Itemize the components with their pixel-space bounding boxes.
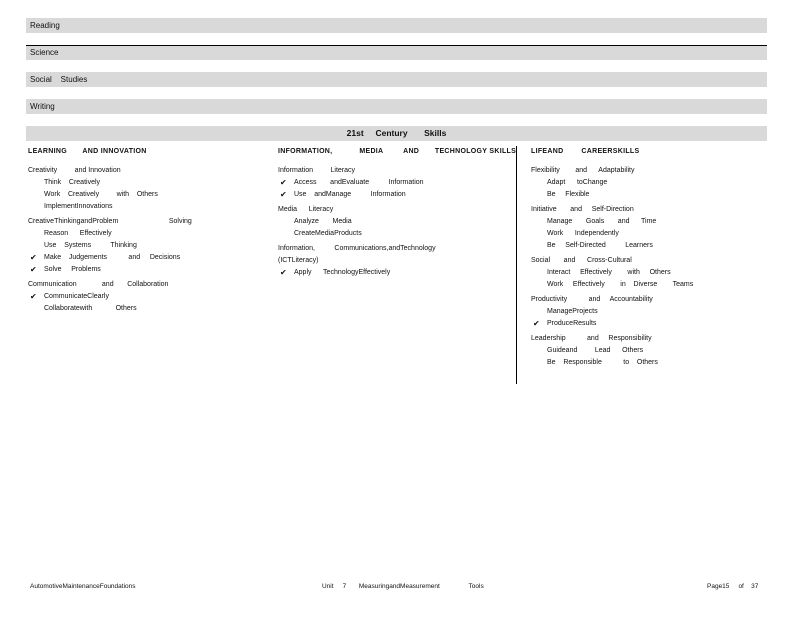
divider-line bbox=[26, 45, 767, 46]
skill-item: Work Independently bbox=[547, 230, 619, 237]
skill-group bbox=[531, 255, 761, 291]
skill-group-title: Leadership and Responsibility bbox=[531, 335, 652, 342]
skill-group bbox=[28, 279, 268, 315]
skills-header: 21st Century Skills bbox=[26, 126, 767, 141]
skill-group-title: Initiative and Self-Direction bbox=[531, 206, 634, 213]
column-heading: LEARNING AND INNOVATION bbox=[28, 148, 147, 155]
skill-group bbox=[531, 294, 761, 330]
skill-item: Work Effectively in Diverse Teams bbox=[547, 281, 694, 288]
skill-group-title: Communication and Collaboration bbox=[28, 281, 169, 288]
skill-group-title: Information Literacy bbox=[278, 167, 356, 174]
skill-group bbox=[278, 165, 508, 201]
footer-course-title: AutomotiveMaintenanceFoundations bbox=[30, 583, 136, 590]
skill-item-checked: ✔ Use andManage Information bbox=[278, 189, 508, 201]
skill-group-title: Information, Communications,andTechnology (ICTLiteracy) bbox=[278, 245, 436, 264]
skill-item-checked: ✔ CommunicateClearly bbox=[28, 291, 268, 303]
skill-item: ManageProjects bbox=[547, 308, 598, 315]
skill-item: Be Responsible to Others bbox=[547, 359, 658, 366]
skill-item-checked: ✔ Solve Problems bbox=[28, 264, 268, 276]
skill-item: Use Systems Thinking bbox=[44, 242, 137, 249]
skill-group-title: CreativeThinkingandProblem Solving bbox=[28, 218, 192, 225]
skill-item-checked: ✔ ProduceResults bbox=[531, 318, 761, 330]
skill-item: Adapt toChange bbox=[547, 179, 608, 186]
skill-group bbox=[531, 204, 761, 252]
column-heading: LIFEAND CAREERSKILLS bbox=[531, 148, 640, 155]
skill-group bbox=[278, 204, 508, 240]
column-life-career bbox=[531, 146, 761, 372]
skill-group bbox=[278, 243, 508, 279]
skill-item: Analyze Media bbox=[294, 218, 352, 225]
skill-group bbox=[531, 165, 761, 201]
skill-item-checked: ✔ Apply TechnologyEffectively bbox=[278, 267, 508, 279]
skill-item: Be Flexible bbox=[547, 191, 590, 198]
subject-science: Science bbox=[26, 45, 767, 60]
skill-group bbox=[28, 216, 268, 276]
skill-item: Collaboratewith Others bbox=[44, 305, 137, 312]
skill-item: Be Self-Directed Learners bbox=[547, 242, 653, 249]
column-learning-innovation bbox=[28, 146, 268, 318]
skill-item: Work Creatively with Others bbox=[44, 191, 158, 198]
skill-item-checked: ✔ Access andEvaluate Information bbox=[278, 177, 508, 189]
skill-item: Think Creatively bbox=[44, 179, 101, 186]
skill-group-title: Flexibility and Adaptability bbox=[531, 167, 635, 174]
column-information-media-technology bbox=[278, 146, 517, 282]
skill-item: CreateMediaProducts bbox=[294, 230, 362, 237]
footer-page-number: Page15 of 37 bbox=[707, 583, 759, 590]
skill-item: Guideand Lead Others bbox=[547, 347, 644, 354]
subject-writing: Writing bbox=[26, 99, 767, 114]
skill-item: Interact Effectively with Others bbox=[547, 269, 671, 276]
skill-group-title: Creativity and Innovation bbox=[28, 167, 121, 174]
skill-group-title: Media Literacy bbox=[278, 206, 334, 213]
column-divider bbox=[516, 146, 517, 384]
skill-item: ImplementInnovations bbox=[44, 203, 113, 210]
skill-group-title: Social and Cross-Cultural bbox=[531, 257, 632, 264]
skill-group-title: Productivity and Accountability bbox=[531, 296, 653, 303]
skill-group bbox=[531, 333, 761, 369]
skill-group bbox=[28, 165, 268, 213]
skill-item: Manage Goals and Time bbox=[547, 218, 657, 225]
subject-reading: Reading bbox=[26, 18, 767, 33]
column-heading: INFORMATION, MEDIA AND TECHNOLOGY SKILLS bbox=[278, 148, 517, 155]
skill-item: Reason Effectively bbox=[44, 230, 112, 237]
skill-item-checked: ✔ Make Judgements and Decisions bbox=[28, 252, 268, 264]
subject-social-studies: Social Studies bbox=[26, 72, 767, 87]
footer-unit-title: Unit 7 MeasuringandMeasurement Tools bbox=[322, 583, 484, 590]
